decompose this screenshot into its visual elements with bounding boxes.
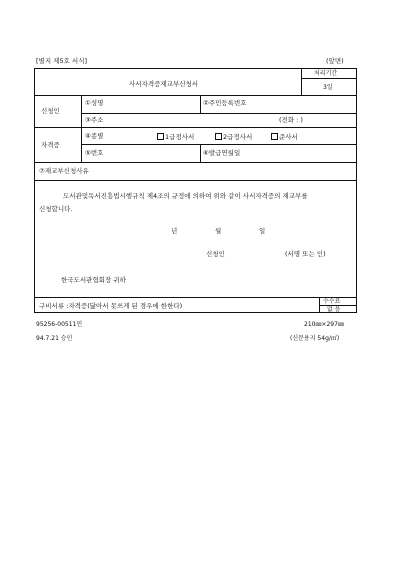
- option-grade1[interactable]: 1급정사서: [157, 133, 194, 141]
- checkbox-icon: [271, 133, 278, 140]
- divider: [35, 127, 357, 128]
- date-day: 일: [259, 227, 266, 235]
- name-label: ①성명: [85, 99, 104, 107]
- certificate-section-label: 자격증: [41, 141, 60, 149]
- divider: [301, 69, 302, 95]
- divider: [35, 180, 357, 181]
- divider: [319, 297, 320, 313]
- processing-period-value: 3일: [323, 84, 333, 91]
- divider: [35, 95, 357, 96]
- form-title: 사서자격증재교부신청서: [129, 80, 199, 88]
- checkbox-icon: [157, 133, 164, 140]
- signature-note: (서명 또는 인): [285, 250, 326, 258]
- declaration-line-1: 도서관및독서진흥법시행규칙 제4조의 규정에 의하여 위와 같이 사서자격증의 재교부를: [63, 192, 308, 200]
- certificate-type-label: ④종별: [85, 132, 104, 140]
- divider: [35, 297, 357, 298]
- fee-label: 수수료: [323, 298, 341, 305]
- page-side-label: (앞면): [326, 57, 344, 65]
- divider: [301, 78, 357, 79]
- reissue-reason-label: ⑦재교부신청사유: [39, 167, 89, 175]
- issue-date-label: ⑥발급연월일: [203, 149, 241, 157]
- divider: [200, 95, 201, 113]
- processing-period-label: 처리기간: [314, 70, 338, 77]
- form-code: 95256-00511민: [36, 321, 83, 328]
- applicant-section-label: 신청인: [41, 107, 60, 115]
- resident-number-label: ②주민등록번호: [203, 99, 247, 107]
- checkbox-icon: [215, 133, 222, 140]
- divider: [35, 162, 357, 163]
- divider: [81, 95, 82, 162]
- approval-date: 94.7.21 승인: [36, 335, 73, 342]
- required-documents: 구비서류 :자격증(닳아서 못쓰게 된 경우에 한한다): [39, 302, 183, 310]
- addressee: 한국도서관협회장 귀하: [61, 276, 126, 284]
- signer-label: 신청인: [206, 250, 225, 258]
- paper-size: 210㎜×297㎜: [304, 321, 344, 328]
- address-label: ③주소: [85, 116, 104, 124]
- divider: [81, 113, 357, 114]
- form-number: [별지 제5호 서식]: [36, 57, 88, 65]
- option-grade2[interactable]: 2급정사서: [215, 133, 252, 141]
- date-year: 년: [171, 227, 178, 235]
- date-month: 월: [215, 227, 222, 235]
- phone-label: (전화 : ): [279, 116, 303, 124]
- certificate-number-label: ⑤번호: [85, 149, 104, 157]
- fee-value: 없 음: [327, 306, 341, 313]
- divider: [81, 144, 357, 145]
- application-form: [34, 68, 357, 313]
- paper-type: (신문용지 54g/㎡): [290, 335, 340, 342]
- option-associate[interactable]: 준사서: [271, 133, 298, 141]
- declaration-line-2: 신청합니다.: [39, 205, 73, 213]
- divider: [200, 144, 201, 162]
